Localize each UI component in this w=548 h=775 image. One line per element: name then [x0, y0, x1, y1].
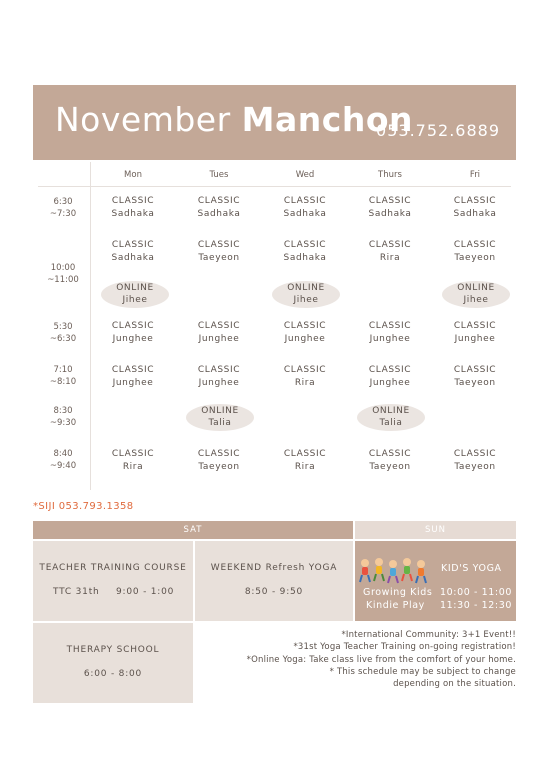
teacher-training-box [33, 541, 193, 621]
class-cell: CLASSIC Junghee [368, 321, 412, 344]
notes [247, 629, 516, 690]
branch-label: Manchon [241, 100, 413, 139]
growing-kids-label: Growing Kids [363, 587, 433, 598]
therapy-title: THERAPY SCHOOL [66, 645, 160, 655]
refresh-title-a: WEEKEND [210, 563, 262, 573]
ttc-time: 9:00 - 1:00 [116, 587, 175, 597]
class-cell: CLASSIC Taeyeon [453, 365, 497, 388]
growing-kids-time: 10:00 - 11:00 [440, 587, 513, 598]
kindie-play-time: 11:30 - 12:30 [440, 600, 513, 611]
class-cell: CLASSIC Junghee [111, 365, 155, 388]
class-cell: CLASSIC Junghee [368, 365, 412, 388]
online-class-pill: ONLINE Talia [186, 404, 254, 431]
class-cell: CLASSIC Junghee [197, 321, 241, 344]
class-cell: CLASSIC Taeyeon [368, 449, 412, 472]
refresh-time: 8:50 - 9:50 [244, 587, 304, 597]
class-cell: CLASSIC Sadhaka [368, 196, 412, 219]
kids-illustration-icon [358, 555, 428, 585]
class-cell: CLASSIC Rira [111, 449, 155, 472]
refresh-title-b: Refresh YOGA [265, 563, 338, 573]
class-cell: CLASSIC Sadhaka [283, 240, 327, 263]
class-cell: CLASSIC Sadhaka [453, 196, 497, 219]
sat-header: SAT [33, 521, 353, 539]
time-column-divider [90, 162, 91, 490]
online-class-pill: ONLINE Jihee [442, 281, 510, 308]
kids-yoga-title: KID'S YOGA [441, 563, 502, 574]
day-tues: Tues [209, 170, 229, 180]
day-fri: Fri [469, 170, 481, 180]
ttc-course: TTC 31th [53, 587, 100, 597]
class-cell: CLASSIC Taeyeon [453, 449, 497, 472]
day-header-divider [38, 186, 511, 187]
month-label: November [55, 100, 231, 139]
class-cell: CLASSIC Junghee [111, 321, 155, 344]
page-title [55, 100, 413, 139]
online-class-pill: ONLINE Talia [357, 404, 425, 431]
class-cell: CLASSIC Sadhaka [197, 196, 241, 219]
class-cell: CLASSIC Taeyeon [453, 240, 497, 263]
note-line: * This schedule may be subject to change [329, 666, 516, 677]
class-cell: CLASSIC Taeyeon [197, 240, 241, 263]
therapy-school-box [33, 623, 193, 703]
class-cell: CLASSIC Sadhaka [111, 240, 155, 263]
class-cell: CLASSIC Sadhaka [111, 196, 155, 219]
online-class-pill: ONLINE Jihee [101, 281, 169, 308]
class-cell: CLASSIC Rira [283, 449, 327, 472]
weekend-refresh-box [195, 541, 353, 621]
online-class-pill: ONLINE Jihee [272, 281, 340, 308]
class-cell: CLASSIC Junghee [283, 321, 327, 344]
note-line: depending on the situation. [393, 679, 516, 690]
class-cell: CLASSIC Rira [283, 365, 327, 388]
time-slot: 10:00 ~11:00 [47, 263, 79, 285]
header-banner [33, 85, 516, 160]
day-thurs: Thurs [378, 170, 402, 180]
teacher-training-title: TEACHER TRAINING COURSE [39, 563, 187, 573]
note-line: *31st Yoga Teacher Training on-going registration! [293, 642, 516, 653]
class-cell: CLASSIC Junghee [453, 321, 497, 344]
day-mon: Mon [124, 170, 142, 180]
kindie-play-label: Kindie Play [366, 600, 425, 611]
note-line: *Online Yoga: Take class live from the comfort of your home. [246, 654, 516, 665]
note-line: *International Community: 3+1 Event!! [341, 630, 516, 640]
siji-contact[interactable]: *SIJI 053.793.1358 [33, 501, 134, 512]
sun-header: SUN [355, 521, 516, 539]
time-slot: 8:40 ~9:40 [49, 449, 77, 471]
phone-number[interactable]: 053.752.6889 [376, 121, 500, 140]
class-cell: CLASSIC Sadhaka [283, 196, 327, 219]
time-slot: 7:10 ~8:10 [49, 365, 77, 387]
time-slot: 5:30 ~6:30 [49, 322, 77, 344]
refresh-title [195, 563, 353, 573]
time-slot: 8:30 ~9:30 [49, 406, 77, 428]
kids-yoga-box [355, 541, 516, 621]
day-wed: Wed [295, 170, 315, 180]
class-cell: CLASSIC Junghee [197, 365, 241, 388]
class-cell: CLASSIC Taeyeon [197, 449, 241, 472]
time-slot: 6:30 ~7:30 [49, 197, 77, 219]
class-cell: CLASSIC Rira [368, 240, 412, 263]
therapy-time: 6:00 - 8:00 [83, 669, 143, 679]
